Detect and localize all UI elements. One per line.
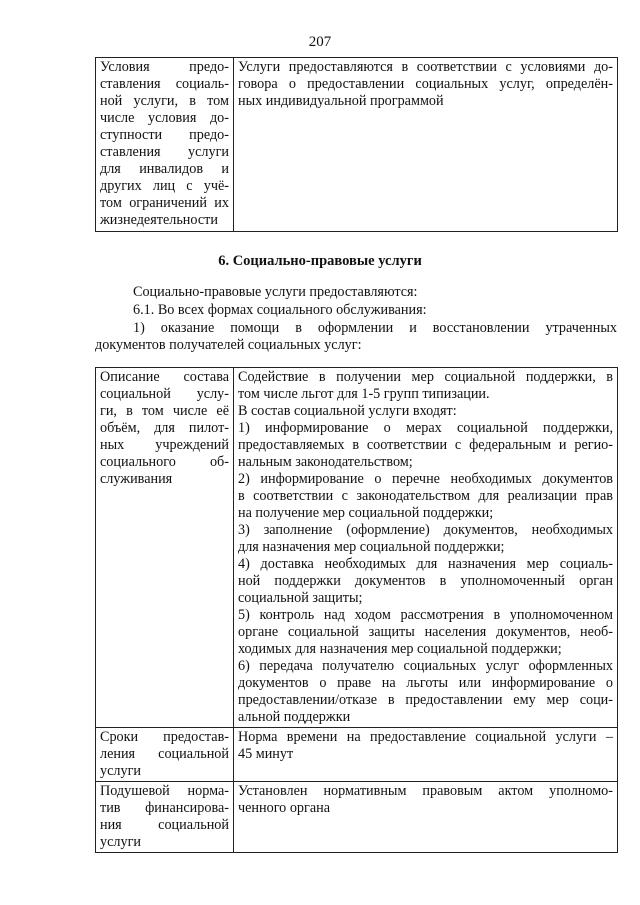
service-table	[95, 367, 618, 853]
row-value-cell: Норма времени на предоставление социальной услуги – 45 минут	[234, 728, 618, 782]
paragraph: 1) оказание помощи в оформлении и восстановлении утраченных документов получателей социальных услуг:	[95, 320, 617, 353]
table-row	[96, 58, 618, 232]
table-row	[96, 368, 618, 728]
page-number: 207	[308, 34, 332, 50]
conditions-table	[95, 57, 618, 232]
paragraph: Социально-правовые услуги предоставляются:	[133, 284, 418, 300]
row-label-cell: Описание состава социальной услу- ги, в том числе её объём, для пилот- ных учреждений социального об- служивания	[96, 368, 234, 728]
section-heading: 6. Социально-правовые услуги	[218, 253, 422, 269]
row-value-cell: Установлен нормативным правовым актом уполномо- ченного органа	[234, 782, 618, 853]
paragraph: 6.1. Во всех формах социального обслуживания:	[133, 302, 427, 318]
row-label-cell: Сроки предостав- ления социальной услуги	[96, 728, 234, 782]
row-value-cell: Услуги предоставляются в соответствии с условиями до- говора о предоставлении социальных услуг, определён- ных индивидуальной программой	[234, 58, 618, 232]
table-row	[96, 728, 618, 782]
row-label-cell: Условия предо- ставления социаль- ной услуги, в том числе условия до- ступности предо- ставления услуги для инвалидов и других лиц с учё- том ограничений их жизнедеятельности	[96, 58, 234, 232]
table-row	[96, 782, 618, 853]
row-value-cell: Содействие в получении мер социальной поддержки, в том числе льгот для 1-5 групп типизации. В состав социальной услуги входят: 1) информирование о мерах социальной поддержки, предоставляемых в соответствии с федеральным и регио- нальным законодательством; 2) информирование о перечне необходимых документов в соответствии с законодательством для реализации прав на получение мер социальной поддержки; 3) заполнение (оформление) документов, необходимых для назначения мер социальной поддержки; 4) доставка необходимых для назначения мер социаль- ной поддержки документов в уполномоченный орган социальной защиты; 5) контроль над ходом рассмотрения в уполномоченном органе социальной защиты населения документов, необ- ходимых для назначения мер социальной поддержки; 6) передача получателю социальных услуг оформленных документов о праве на льготы или информирование о предоставлении/отказе в предоставлении ему мер соци- альной поддержки	[234, 368, 618, 728]
row-label-cell: Подушевой норма- тив финансирова- ния социальной услуги	[96, 782, 234, 853]
